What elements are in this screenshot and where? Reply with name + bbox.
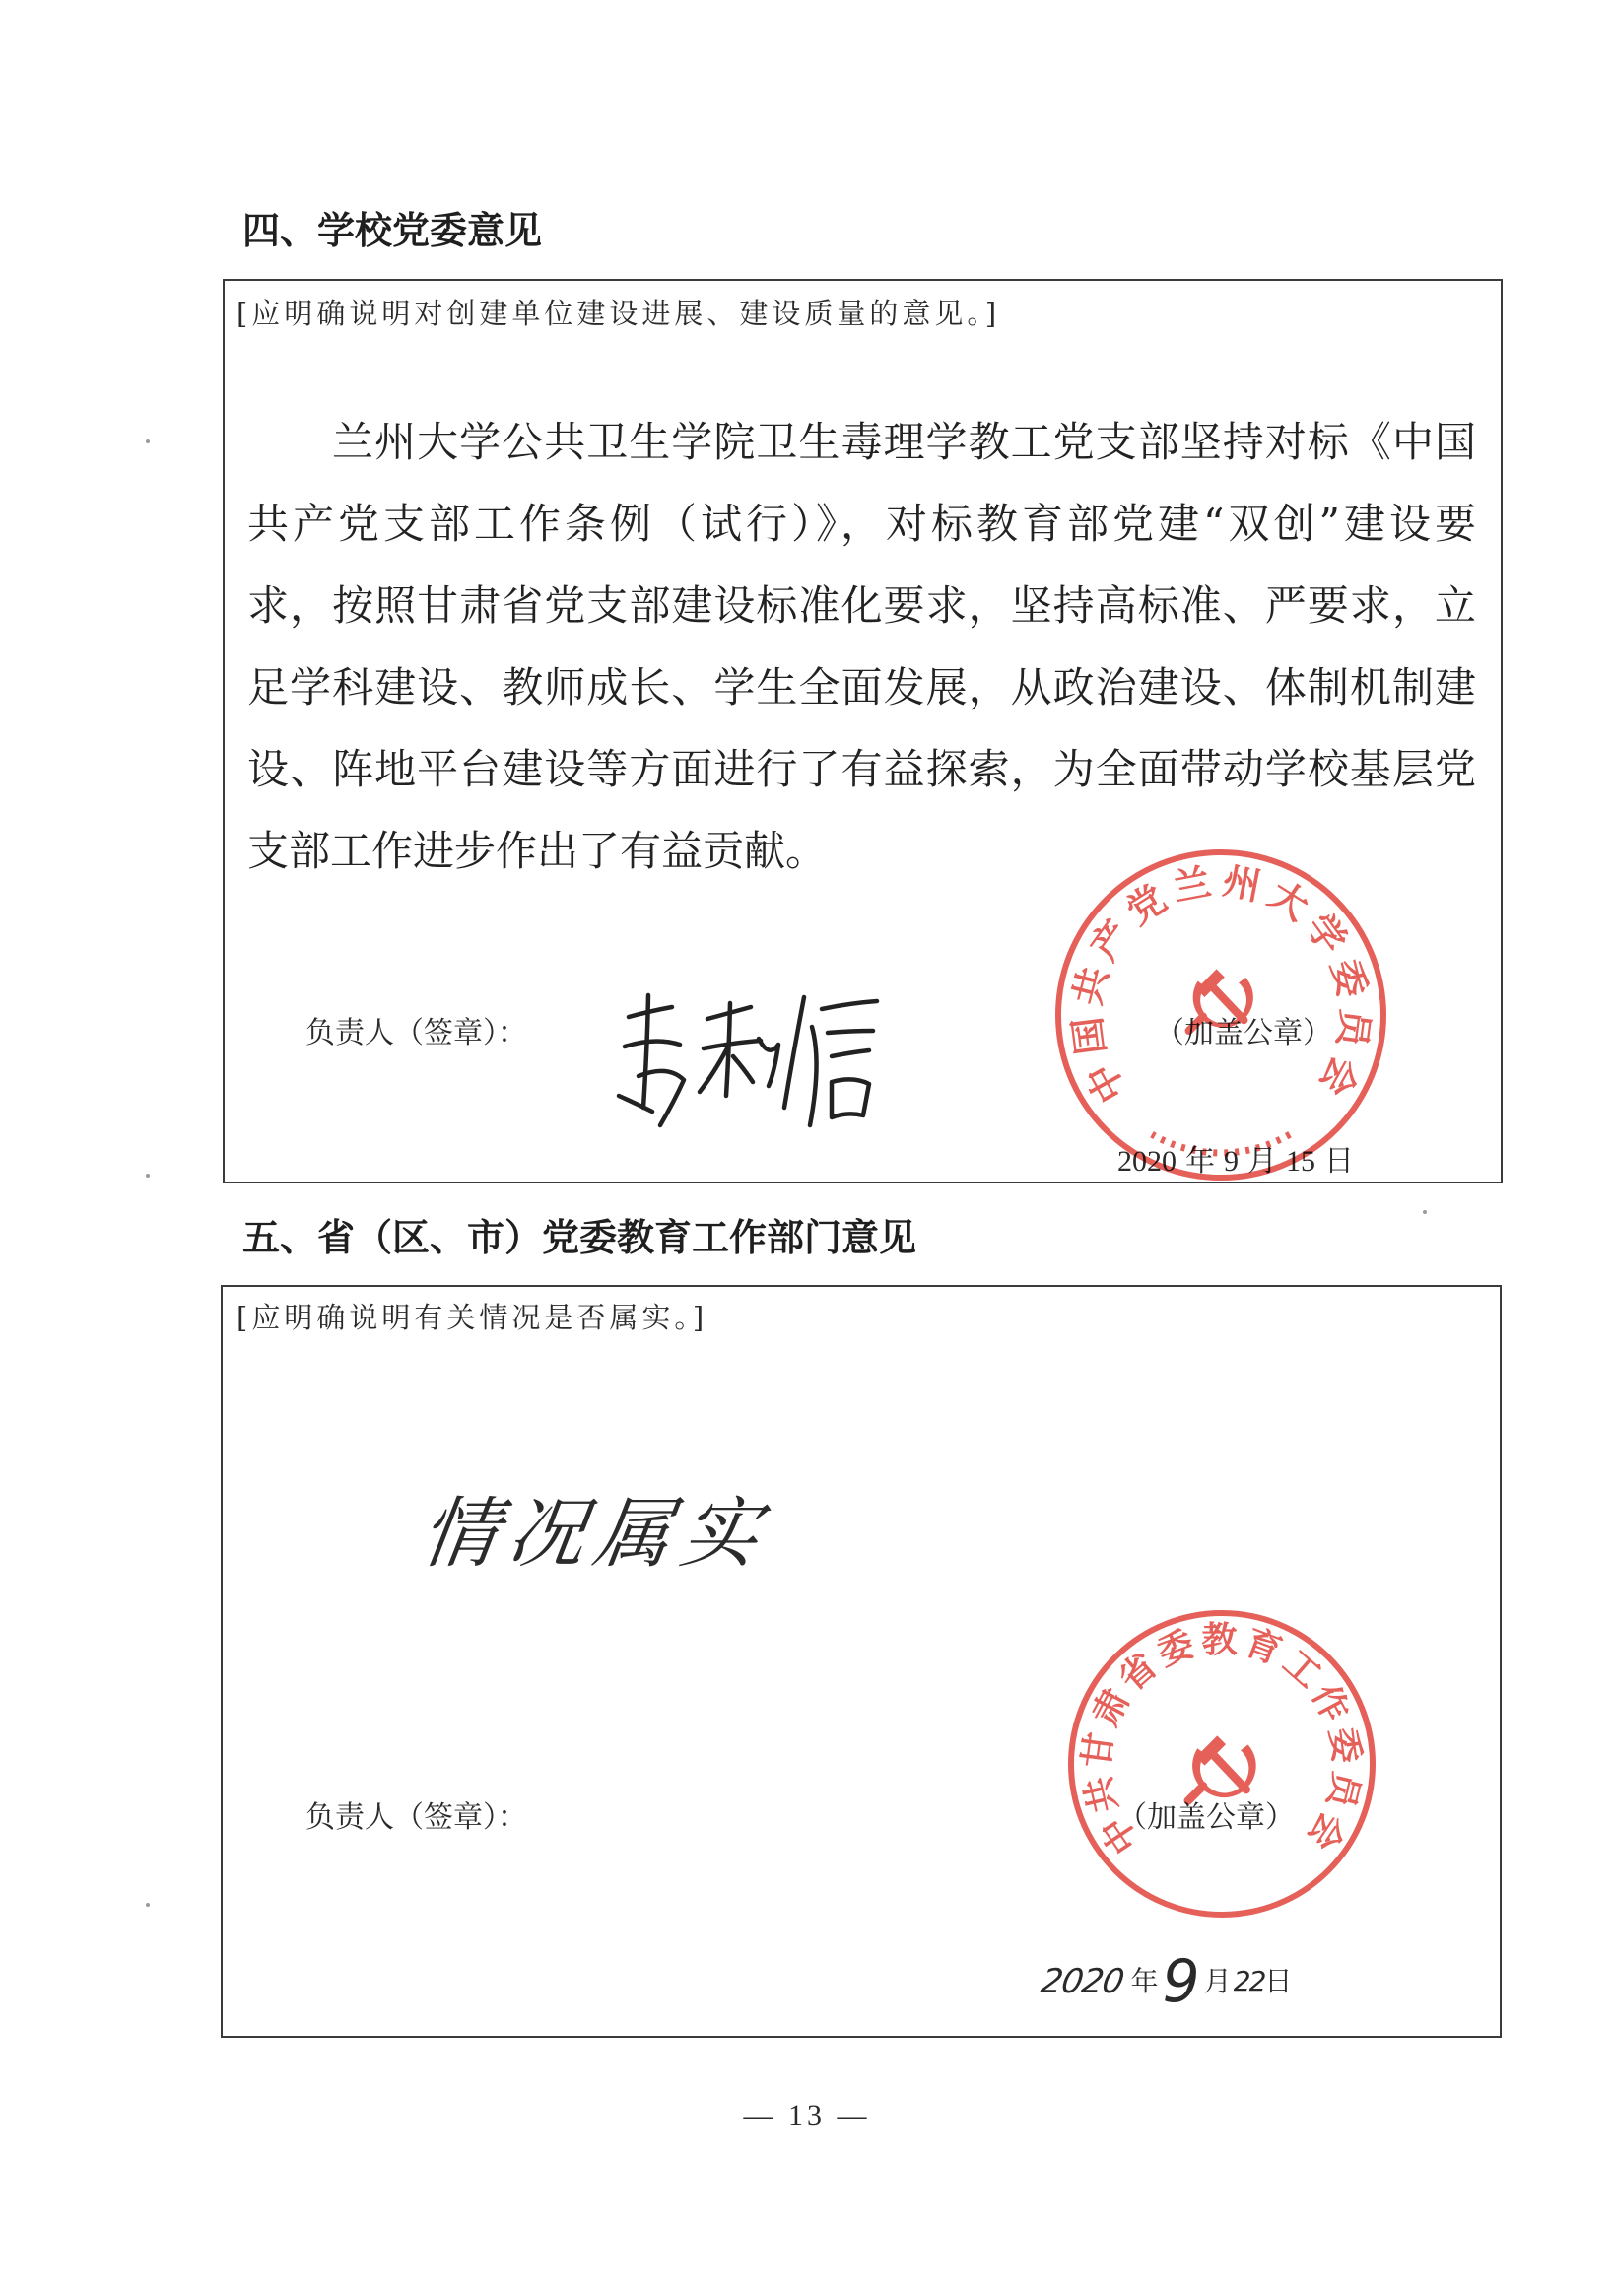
date-year-unit: 年 <box>1185 1145 1215 1178</box>
scan-speck <box>146 1174 150 1178</box>
hammer-and-sickle-icon <box>1189 969 1253 1031</box>
opinion-line: 共产党支部工作条例（试行）》，对标教育部党建“双创”建设要 <box>247 500 1476 548</box>
opinion-line: 足学科建设、教师成长、学生全面发展，从政治建设、体制机制建 <box>247 663 1476 711</box>
section-5-opinion-box <box>221 1285 1502 2038</box>
date-year-unit: 年 <box>1130 1964 1159 1997</box>
official-seal <box>1043 838 1398 1192</box>
stamp-note: （加盖公章） <box>1155 1016 1332 1050</box>
date-day-unit: 日 <box>1264 1964 1293 1997</box>
date-day: 22 <box>1233 1964 1265 1997</box>
date-year: 2020 <box>1117 1145 1177 1178</box>
date-month: 9 <box>1224 1145 1239 1178</box>
section-4-opinion-box <box>223 279 1503 1183</box>
date-day-unit: 日 <box>1324 1145 1354 1178</box>
official-seal <box>1054 1596 1389 1931</box>
opinion-line: 兰州大学公共卫生学院卫生毒理学教工党支部坚持对标《中国 <box>332 418 1476 466</box>
hammer-and-sickle-icon <box>1188 1735 1256 1800</box>
scan-speck <box>146 439 150 443</box>
handwritten-opinion: 情况属实 <box>415 1490 775 1579</box>
section-4-heading: 四、学校党委意见 <box>242 209 543 252</box>
handwritten-signature <box>611 987 887 1135</box>
seal-text: 中国共产党兰州大学委员会 <box>1064 858 1378 1111</box>
page-number: — 13 — <box>743 2099 871 2131</box>
opinion-line: 设、阵地平台建设等方面进行了有益探索，为全面带动学校基层党 <box>247 745 1476 793</box>
seal-serial-marks <box>1152 1134 1290 1153</box>
seal-text: 中共甘肃省委教育工作委员会 <box>1076 1619 1368 1861</box>
section-5-handwritten-date <box>1038 1946 1293 2016</box>
date-month-unit: 月 <box>1247 1145 1277 1178</box>
scan-speck <box>1423 1210 1427 1214</box>
date-month: 9 <box>1162 1946 1200 2016</box>
date-year: 2020 <box>1038 1961 1127 2001</box>
opinion-line: 支部工作进步作出了有益贡献。 <box>247 827 828 875</box>
signer-label: 负责人（签章）： <box>305 1016 527 1050</box>
section-5-heading: 五、省（区、市）党委教育工作部门意见 <box>242 1216 917 1259</box>
date-month-unit: 月 <box>1203 1964 1232 1997</box>
date-day: 15 <box>1286 1145 1315 1178</box>
section-4-instruction: [应明确说明对创建单位建设进展、建设质量的意见。] <box>236 297 1001 330</box>
section-4-opinion-text <box>247 401 1476 892</box>
section-5-instruction: [应明确说明有关情况是否属实。] <box>236 1301 708 1334</box>
opinion-line: 求，按照甘肃省党支部建设标准化要求，坚持高标准、严要求，立 <box>247 581 1476 630</box>
stamp-note: （加盖公章） <box>1117 1800 1295 1835</box>
scan-speck <box>146 1903 150 1907</box>
signer-label: 负责人（签章）： <box>305 1800 527 1835</box>
